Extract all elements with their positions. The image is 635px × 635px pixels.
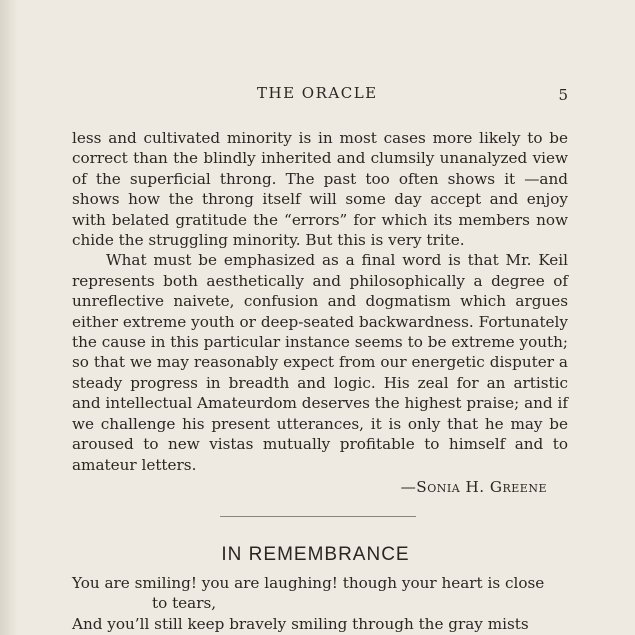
section-divider	[220, 516, 416, 517]
page-edge-shadow	[0, 0, 18, 635]
article-paragraph-2: What must be emphasized as a final word is that Mr. Keil represents both aesthetically and philosophically a degree of unreflective naivete, confusion and dogmatism which argues either extreme youth or deep-seated backwardness. Fortunately the cause in this particular instance seems to be extreme youth; so that we may reasonably expect from our energetic disputer a steady progress in breadth and logic. His zeal for an artistic and intellectual Amateurdom deserves the highest praise; and if we challenge his present utterances, it is only that he may be aroused to new vistas mutually profitable to himself and to amateur letters.	[72, 251, 568, 474]
page-header	[72, 84, 568, 108]
article-paragraph-1: less and cultivated minority is in most cases more likely to be correct than the blindly inherited and clumsily unanalyzed view of the superficial throng. The past too often shows it —and shows how the throng itself will some day accept and enjoy with belated gratitude the “errors” for which its members now chide the struggling minority. But this is very trite.	[72, 129, 568, 250]
running-title: THE ORACLE	[257, 84, 378, 102]
poem-line-2: to tears,	[152, 594, 217, 613]
poem-title: IN REMEMBRANCE	[221, 544, 410, 565]
poem-line-3: And you’ll still keep bravely smiling through the gray mists	[72, 614, 529, 633]
poem-body	[72, 573, 572, 634]
article-body	[72, 128, 568, 475]
author-signature: —Sonia H. Greene	[400, 478, 547, 496]
poem-line-1: You are smiling! you are laughing! though your heart is close	[72, 574, 545, 592]
page-number: 5	[558, 86, 568, 104]
